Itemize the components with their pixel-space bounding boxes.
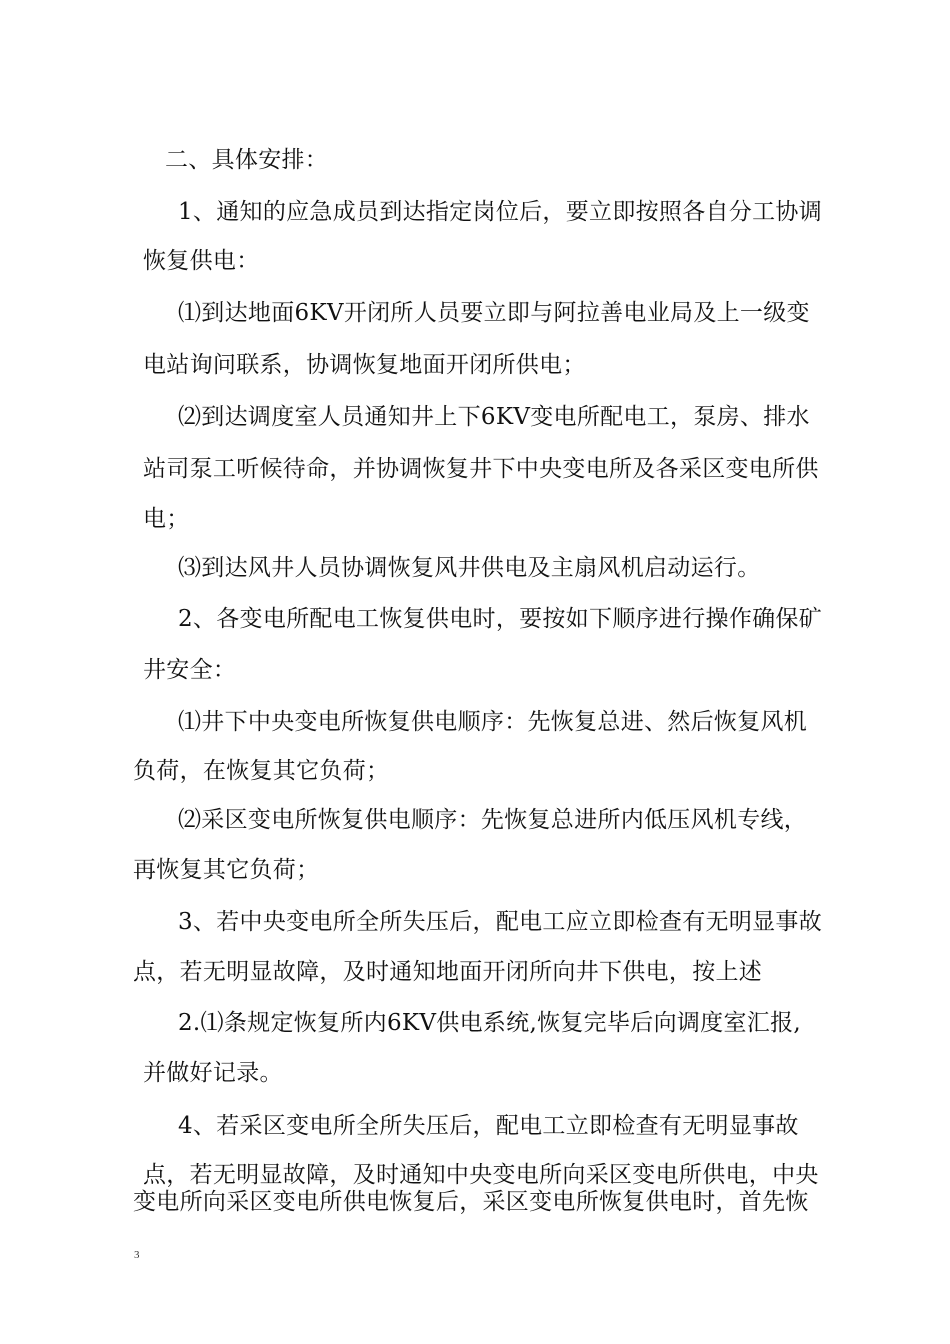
paragraph-line: 站司泵工听候待命，并协调恢复井下中央变电所及各采区变电所供	[143, 456, 819, 482]
paragraph-line: 负荷，在恢复其它负荷；	[133, 758, 390, 784]
section-heading: 二、具体安排：	[165, 147, 329, 173]
paragraph-line: 井安全：	[143, 657, 237, 683]
paragraph-line: 1、通知的应急成员到达指定岗位后，要立即按照各自分工协调	[178, 199, 823, 225]
paragraph-line: 变电所向采区变电所供电恢复后，采区变电所恢复供电时，首先恢	[133, 1189, 809, 1215]
paragraph-line: 并做好记录。	[143, 1060, 283, 1086]
paragraph-line: 2、各变电所配电工恢复供电时，要按如下顺序进行操作确保矿	[178, 606, 823, 632]
paragraph-line: ⑴到达地面6KV开闭所人员要立即与阿拉善电业局及上一级变	[178, 300, 810, 326]
paragraph-line: ⑵采区变电所恢复供电顺序：先恢复总进所内低压风机专线，	[178, 807, 808, 833]
paragraph-line: ⑶到达风井人员协调恢复风井供电及主扇风机启动运行。	[178, 555, 761, 581]
paragraph-line: 电站询问联系，协调恢复地面开闭所供电；	[143, 352, 586, 378]
paragraph-line: 4、若采区变电所全所失压后，配电工立即检查有无明显事故	[178, 1113, 799, 1139]
paragraph-line: 电；	[143, 506, 190, 532]
paragraph-line: ⑵到达调度室人员通知井上下6KV变电所配电工，泵房、排水	[178, 404, 810, 430]
paragraph-line: 再恢复其它负荷；	[133, 857, 320, 883]
paragraph-line: 点，若无明显故障，及时通知地面开闭所向井下供电，按上述	[133, 959, 763, 985]
paragraph-line: 恢复供电：	[143, 248, 260, 274]
page-number: 3	[134, 1249, 140, 1261]
paragraph-line: 2.⑴条规定恢复所内6KV供电系统,恢复完毕后向调度室汇报,	[178, 1010, 801, 1036]
paragraph-line: 点，若无明显故障，及时通知中央变电所向采区变电所供电，中央	[143, 1162, 819, 1188]
paragraph-line: ⑴井下中央变电所恢复供电顺序：先恢复总进、然后恢复风机	[178, 709, 808, 735]
paragraph-line: 3、若中央变电所全所失压后，配电工应立即检查有无明显事故	[178, 909, 823, 935]
